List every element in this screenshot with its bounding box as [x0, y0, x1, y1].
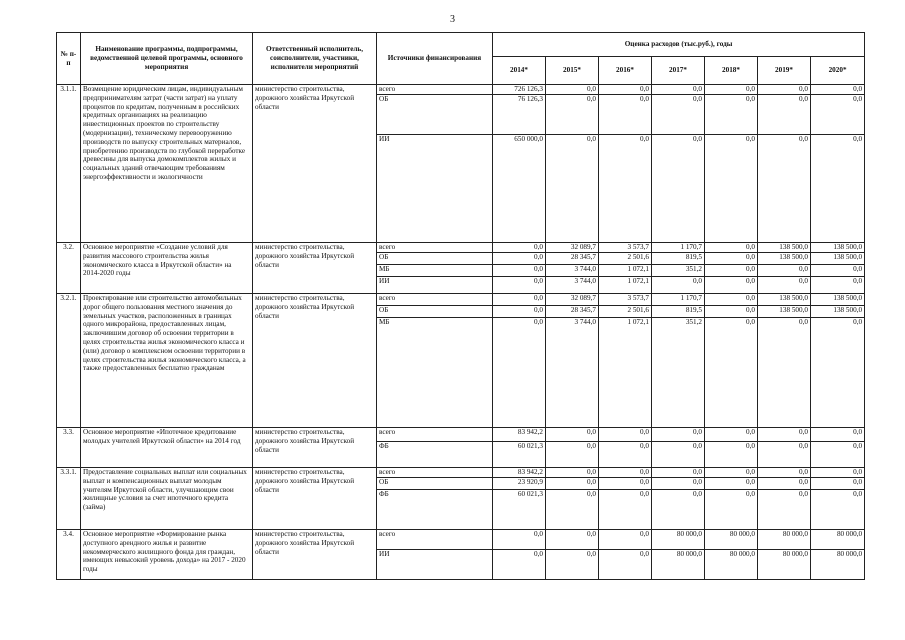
value-cell: 0,0	[811, 442, 865, 468]
value-cell: 0,0	[546, 135, 599, 243]
source-cell: МБ	[377, 318, 493, 428]
value-cell: 0,0	[599, 95, 652, 135]
value-cell: 0,0	[652, 277, 705, 294]
row-code: 3.3.	[57, 428, 81, 468]
header-year: 2019*	[758, 57, 811, 85]
value-cell: 0,0	[705, 306, 758, 318]
value-cell: 1 072,1	[599, 277, 652, 294]
value-cell: 138 500,0	[758, 294, 811, 306]
value-cell: 23 920,9	[493, 478, 546, 490]
value-cell: 0,0	[599, 135, 652, 243]
value-cell: 0,0	[705, 442, 758, 468]
value-cell: 0,0	[811, 85, 865, 95]
value-cell: 32 089,7	[546, 294, 599, 306]
value-cell: 0,0	[811, 135, 865, 243]
value-cell: 138 500,0	[811, 306, 865, 318]
value-cell: 2 501,6	[599, 306, 652, 318]
value-cell: 0,0	[599, 442, 652, 468]
value-cell: 138 500,0	[811, 243, 865, 253]
value-cell: 0,0	[705, 265, 758, 277]
value-cell: 0,0	[493, 550, 546, 580]
value-cell: 726 126,3	[493, 85, 546, 95]
value-cell: 0,0	[758, 468, 811, 478]
value-cell: 0,0	[493, 243, 546, 253]
row-name: Предоставление социальных выплат или социальных выплат и компенсационных выплат молодым учителям Иркутской области, улучшающим свои жилищные условия за счет ипотечного кредита (займа)	[81, 468, 253, 530]
value-cell: 0,0	[758, 265, 811, 277]
source-cell: ОБ	[377, 478, 493, 490]
value-cell: 80 000,0	[652, 550, 705, 580]
source-cell: всего	[377, 530, 493, 550]
value-cell: 0,0	[493, 294, 546, 306]
table-row	[57, 294, 865, 306]
value-cell: 0,0	[652, 428, 705, 442]
value-cell: 0,0	[546, 490, 599, 530]
row-code: 3.4.	[57, 530, 81, 580]
value-cell: 3 744,0	[546, 318, 599, 428]
source-cell: ОБ	[377, 306, 493, 318]
value-cell: 0,0	[811, 277, 865, 294]
value-cell: 76 126,3	[493, 95, 546, 135]
value-cell: 0,0	[493, 253, 546, 265]
row-code: 3.2.	[57, 243, 81, 294]
row-executor: министерство строительства, дорожного хозяйства Иркутской области	[253, 468, 377, 530]
value-cell: 0,0	[758, 85, 811, 95]
value-cell: 0,0	[546, 442, 599, 468]
value-cell: 0,0	[546, 85, 599, 95]
value-cell: 0,0	[599, 428, 652, 442]
value-cell: 138 500,0	[758, 306, 811, 318]
row-code: 3.1.1.	[57, 85, 81, 243]
value-cell: 0,0	[705, 135, 758, 243]
value-cell: 0,0	[758, 442, 811, 468]
value-cell: 0,0	[758, 428, 811, 442]
value-cell: 80 000,0	[811, 550, 865, 580]
value-cell: 3 573,7	[599, 294, 652, 306]
value-cell: 2 501,6	[599, 253, 652, 265]
header-year: 2014*	[493, 57, 546, 85]
row-code: 3.3.1.	[57, 468, 81, 530]
value-cell: 0,0	[599, 468, 652, 478]
value-cell: 0,0	[705, 490, 758, 530]
value-cell: 28 345,7	[546, 253, 599, 265]
value-cell: 0,0	[758, 490, 811, 530]
row-executor: министерство строительства, дорожного хозяйства Иркутской области	[253, 85, 377, 243]
value-cell: 0,0	[705, 85, 758, 95]
source-cell: ИИ	[377, 550, 493, 580]
value-cell: 80 000,0	[758, 550, 811, 580]
value-cell: 3 573,7	[599, 243, 652, 253]
source-cell: всего	[377, 428, 493, 442]
value-cell: 0,0	[758, 277, 811, 294]
value-cell: 80 000,0	[758, 530, 811, 550]
source-cell: ФБ	[377, 442, 493, 468]
value-cell: 819,5	[652, 306, 705, 318]
source-cell: всего	[377, 294, 493, 306]
value-cell: 0,0	[652, 135, 705, 243]
value-cell: 1 072,1	[599, 318, 652, 428]
source-cell: ФБ	[377, 490, 493, 530]
value-cell: 819,5	[652, 253, 705, 265]
page-number: 3	[450, 14, 455, 25]
header-executor: Ответственный исполнитель, соисполнители, участники, исполнители мероприятий	[253, 33, 377, 85]
row-name: Возмещение юридическим лицам, индивидуальным предпринимателям затрат (части затрат) на уплату процентов по кредитам, полученным в российских кредитных организациях на реализацию инвестиционных проектов по строительству (модернизации), техническому перевооружению производств по выпуску строительных материалов, приобретению производств по глубокой переработке древесины для выпуска домокомплектов жилых и социальных зданий отвечающим требованиям энергоэффективности и экологичности	[81, 85, 253, 243]
value-cell: 0,0	[493, 277, 546, 294]
value-cell: 0,0	[493, 265, 546, 277]
value-cell: 1 170,7	[652, 243, 705, 253]
table-row	[57, 530, 865, 550]
row-name: Проектирование или строительство автомобильных дорог общего пользования местного значения до земельных участков, расположенных в границах одного микрорайона, предоставленных лицам, заключившим договор об освоении территории в целях строительства жилья экономического класса и (или) договор о комплексном освоении территории в целях строительства жилья экономического класса, а также предоставленных бесплатно гражданам	[81, 294, 253, 428]
header-year: 2015*	[546, 57, 599, 85]
header-year: 2018*	[705, 57, 758, 85]
source-cell: ОБ	[377, 253, 493, 265]
value-cell: 0,0	[546, 428, 599, 442]
value-cell: 3 744,0	[546, 277, 599, 294]
row-name: Основное мероприятие «Создание условий для развития массового строительства жилья экономического класса в Иркутской области» на 2014-2020 годы	[81, 243, 253, 294]
value-cell: 650 000,0	[493, 135, 546, 243]
value-cell: 1 170,7	[652, 294, 705, 306]
row-code: 3.2.1.	[57, 294, 81, 428]
table-row	[57, 468, 865, 478]
row-executor: министерство строительства, дорожного хозяйства Иркутской области	[253, 243, 377, 294]
value-cell: 80 000,0	[652, 530, 705, 550]
header-year: 2017*	[652, 57, 705, 85]
value-cell: 351,2	[652, 318, 705, 428]
value-cell: 0,0	[705, 294, 758, 306]
table-row	[57, 85, 865, 95]
value-cell: 0,0	[811, 468, 865, 478]
source-cell: всего	[377, 468, 493, 478]
value-cell: 0,0	[811, 478, 865, 490]
value-cell: 0,0	[546, 530, 599, 550]
value-cell: 351,2	[652, 265, 705, 277]
value-cell: 138 500,0	[758, 253, 811, 265]
value-cell: 0,0	[546, 95, 599, 135]
source-cell: МБ	[377, 265, 493, 277]
table-row	[57, 428, 865, 442]
source-cell: ОБ	[377, 95, 493, 135]
value-cell: 3 744,0	[546, 265, 599, 277]
header-year: 2020*	[811, 57, 865, 85]
value-cell: 0,0	[652, 490, 705, 530]
value-cell: 0,0	[652, 478, 705, 490]
value-cell: 60 021,3	[493, 442, 546, 468]
value-cell: 138 500,0	[811, 253, 865, 265]
value-cell: 0,0	[599, 478, 652, 490]
value-cell: 0,0	[705, 318, 758, 428]
budget-table	[56, 32, 865, 580]
value-cell: 1 072,1	[599, 265, 652, 277]
row-executor: министерство строительства, дорожного хозяйства Иркутской области	[253, 530, 377, 580]
value-cell: 0,0	[758, 478, 811, 490]
source-cell: ИИ	[377, 135, 493, 243]
table-body	[57, 85, 865, 580]
value-cell: 0,0	[705, 243, 758, 253]
value-cell: 0,0	[705, 468, 758, 478]
row-executor: министерство строительства, дорожного хозяйства Иркутской области	[253, 428, 377, 468]
source-cell: всего	[377, 243, 493, 253]
value-cell: 0,0	[652, 85, 705, 95]
row-name: Основное мероприятие «Ипотечное кредитование молодых учителей Иркутской области» на 2014 год	[81, 428, 253, 468]
header-estimate: Оценка расходов (тыс.руб.), годы	[493, 33, 865, 57]
value-cell: 80 000,0	[705, 550, 758, 580]
value-cell: 80 000,0	[705, 530, 758, 550]
row-executor: министерство строительства, дорожного хозяйства Иркутской области	[253, 294, 377, 428]
value-cell: 83 942,2	[493, 468, 546, 478]
value-cell: 0,0	[811, 265, 865, 277]
value-cell: 0,0	[652, 442, 705, 468]
value-cell: 28 345,7	[546, 306, 599, 318]
value-cell: 0,0	[811, 95, 865, 135]
value-cell: 80 000,0	[811, 530, 865, 550]
source-cell: ИИ	[377, 277, 493, 294]
header-source: Источники финансирования	[377, 33, 493, 85]
value-cell: 138 500,0	[758, 243, 811, 253]
value-cell: 0,0	[758, 95, 811, 135]
value-cell: 0,0	[705, 478, 758, 490]
value-cell: 0,0	[493, 306, 546, 318]
value-cell: 0,0	[811, 428, 865, 442]
value-cell: 0,0	[546, 478, 599, 490]
value-cell: 32 089,7	[546, 243, 599, 253]
value-cell: 0,0	[493, 530, 546, 550]
value-cell: 83 942,2	[493, 428, 546, 442]
value-cell: 0,0	[652, 468, 705, 478]
value-cell: 0,0	[758, 318, 811, 428]
value-cell: 0,0	[705, 95, 758, 135]
value-cell: 0,0	[493, 318, 546, 428]
value-cell: 138 500,0	[811, 294, 865, 306]
value-cell: 0,0	[546, 550, 599, 580]
table-row	[57, 243, 865, 253]
value-cell: 60 021,3	[493, 490, 546, 530]
value-cell: 0,0	[705, 428, 758, 442]
value-cell: 0,0	[652, 95, 705, 135]
value-cell: 0,0	[758, 135, 811, 243]
value-cell: 0,0	[599, 85, 652, 95]
value-cell: 0,0	[811, 490, 865, 530]
value-cell: 0,0	[705, 253, 758, 265]
source-cell: всего	[377, 85, 493, 95]
row-name: Основное мероприятие «Формирование рынка доступного арендного жилья и развитие некоммерческого жилищного фонда для граждан, имеющих невысокий уровень дохода» на 2017 - 2020 годы	[81, 530, 253, 580]
value-cell: 0,0	[705, 277, 758, 294]
value-cell: 0,0	[599, 490, 652, 530]
value-cell: 0,0	[599, 530, 652, 550]
value-cell: 0,0	[599, 550, 652, 580]
value-cell: 0,0	[546, 468, 599, 478]
header-name: Наименование программы, подпрограммы, ведомственной целевой программы, основного мероприятия	[81, 33, 253, 85]
value-cell: 0,0	[811, 318, 865, 428]
header-year: 2016*	[599, 57, 652, 85]
header-num: № п-п	[57, 33, 81, 85]
